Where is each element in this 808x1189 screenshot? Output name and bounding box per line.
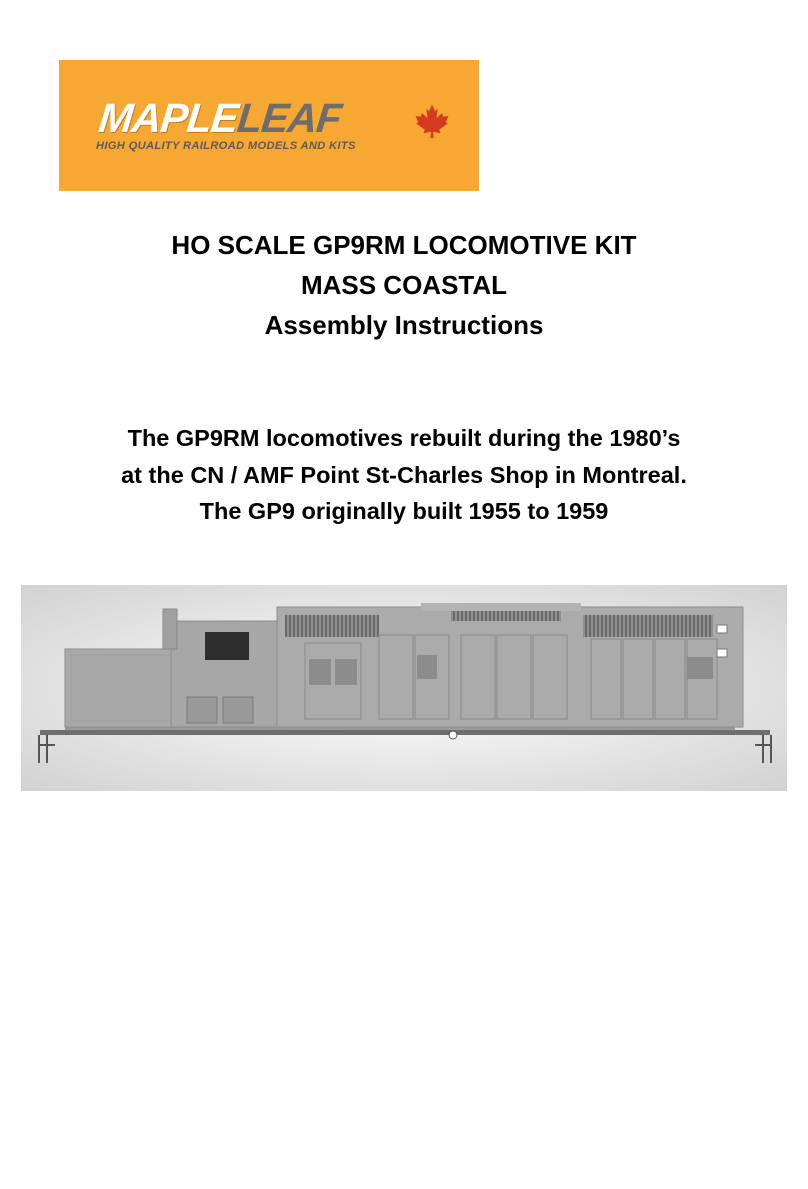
title-line-road: MASS COASTAL <box>300 270 508 300</box>
subtitle-line-3: The GP9 originally built 1955 to 1959 <box>199 498 609 524</box>
document-subtitle <box>0 420 808 530</box>
brand-wordmark-maple: MAPLE <box>96 95 240 141</box>
subtitle-line-2: at the CN / AMF Point St-Charles Shop in Montreal. <box>121 461 687 488</box>
maple-leaf-icon <box>414 103 450 139</box>
brand-wordmark-leaf: LEAF <box>235 95 344 141</box>
locomotive-illustration <box>21 585 787 791</box>
title-line-assembly: Assembly Instructions <box>264 310 544 340</box>
subtitle-line-1: The GP9RM locomotives rebuilt during the 1980’s <box>127 425 681 451</box>
title-line-kit: HO SCALE GP9RM LOCOMOTIVE KIT <box>171 230 637 260</box>
maplemaple-logo <box>59 60 479 191</box>
brand-wordmark <box>96 95 344 141</box>
brand-tagline: HIGH QUALITY RAILROAD MODELS AND KITS <box>96 140 356 152</box>
document-title <box>0 225 808 345</box>
